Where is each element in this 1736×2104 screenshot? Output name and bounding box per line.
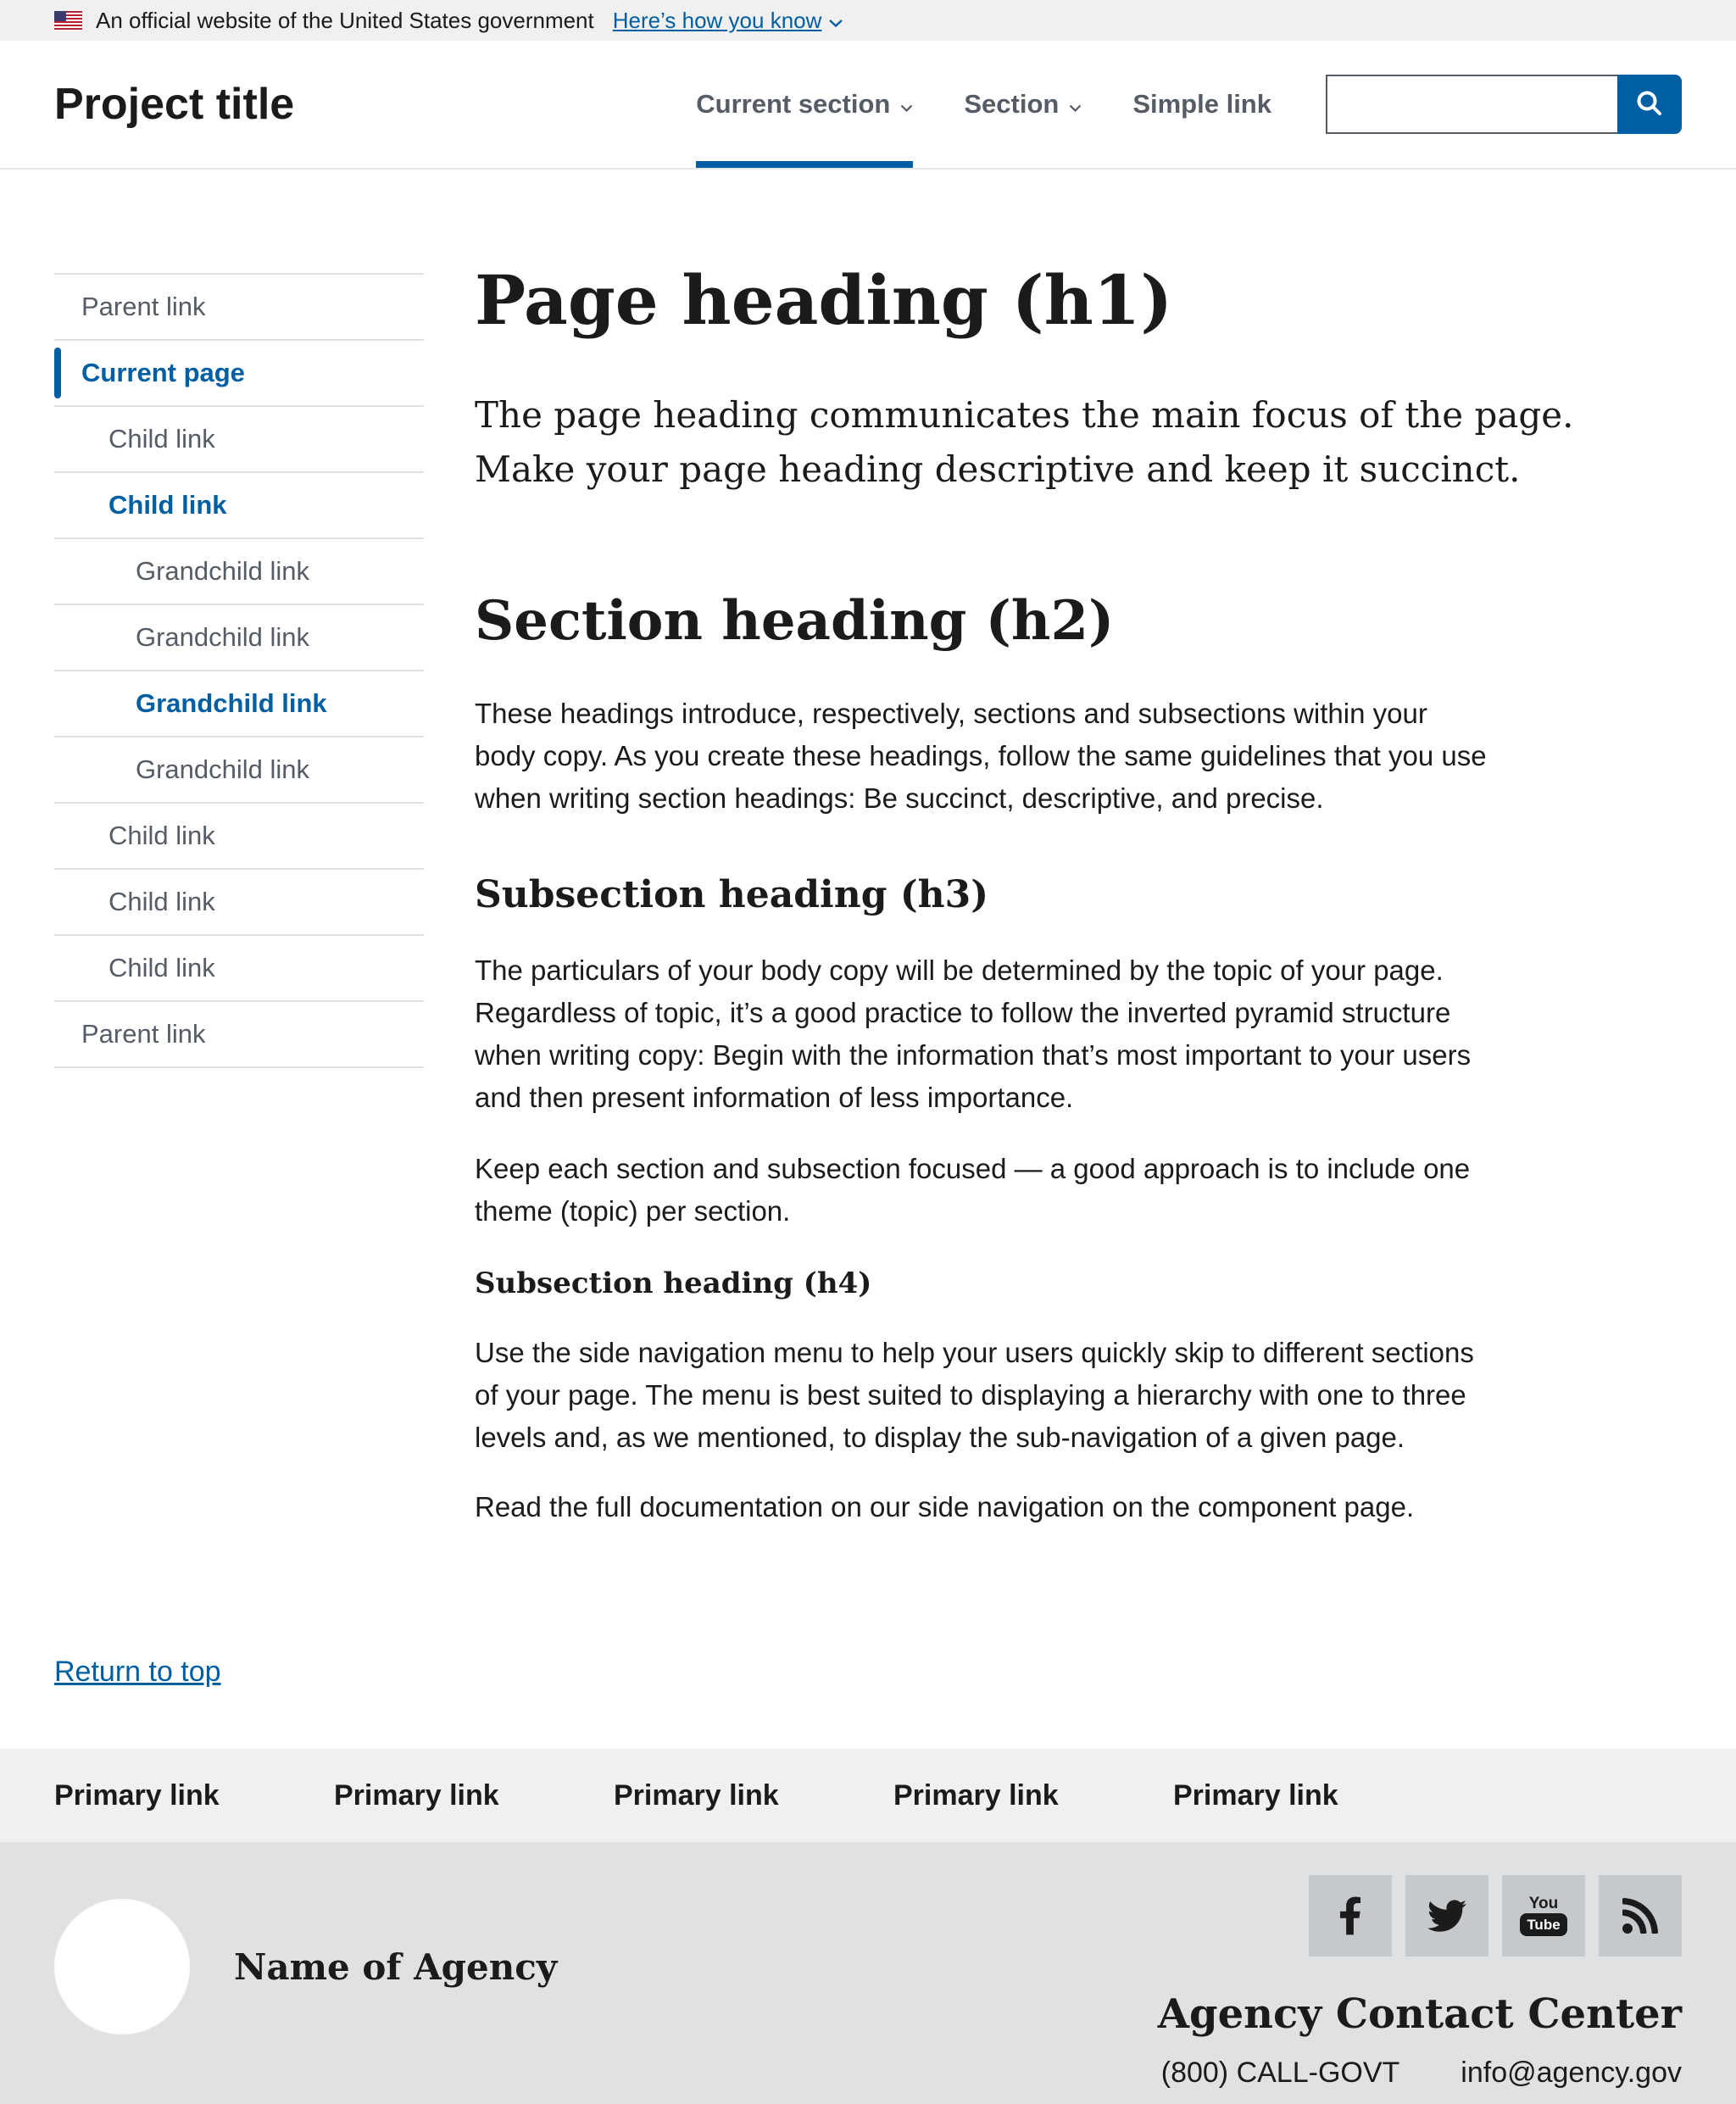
- body-paragraph: These headings introduce, respectively, sections and subsections within your body copy. As you create these headings, follow the same guidelines that you use when writing section headings: Be succinct, descriptive, and precise.: [475, 698, 1487, 814]
- search-button[interactable]: [1617, 75, 1682, 134]
- heres-how-you-know-link[interactable]: [613, 8, 844, 34]
- twitter-icon[interactable]: [1405, 1875, 1488, 1956]
- us-flag-icon: [54, 11, 82, 30]
- youtube-you-text: You: [1528, 1895, 1559, 1912]
- nav-item-current-section[interactable]: [670, 41, 938, 168]
- footer-primary-link[interactable]: Primary link: [893, 1778, 1059, 1812]
- primary-nav: [670, 41, 1297, 168]
- heres-how-you-know-label: Here’s how you know: [612, 7, 822, 33]
- gov-banner-text: An official website of the United States government: [96, 7, 594, 33]
- agency-identity: [54, 1899, 557, 2034]
- youtube-tube-text: Tube: [1520, 1913, 1566, 1936]
- sidenav-item: [54, 339, 424, 405]
- content-area: [0, 170, 1736, 1749]
- nav-item-label: Section: [964, 89, 1060, 119]
- footer-primary-link[interactable]: Primary link: [334, 1778, 499, 1812]
- sidenav-item: [54, 736, 424, 802]
- footer-primary-nav: [0, 1749, 1736, 1842]
- sidenav-child-link[interactable]: Child link: [108, 953, 215, 982]
- contact-row: [1161, 2057, 1682, 2090]
- sidenav-item: [54, 471, 424, 537]
- body-paragraph: Use the side navigation menu to help your users quickly skip to different sections of your page. The menu is best suited to displaying a hierarchy with one to three levels and, as we mentioned, to display the sub-navigation of a given page.: [475, 1337, 1474, 1453]
- search-input[interactable]: [1326, 75, 1617, 134]
- footer-primary-link[interactable]: Primary link: [54, 1778, 220, 1812]
- subsection-heading-h4: Subsection heading (h4): [475, 1266, 872, 1300]
- search-form: [1326, 75, 1682, 134]
- sidenav-item: [54, 1000, 424, 1066]
- chevron-down-icon: [900, 89, 913, 120]
- sidenav-grandchild-link[interactable]: Grandchild link: [136, 754, 310, 784]
- return-to-top-wrap: [0, 1656, 1736, 1689]
- sidenav-child-link[interactable]: Child link: [108, 424, 215, 454]
- footer-primary-link[interactable]: Primary link: [614, 1778, 779, 1812]
- site-title[interactable]: Project title: [54, 80, 295, 129]
- sidenav-item: [54, 604, 424, 670]
- rss-icon[interactable]: [1599, 1875, 1682, 1956]
- sidenav-item: [54, 802, 424, 868]
- sidenav-child-link[interactable]: Child link: [108, 821, 215, 850]
- sidenav-item: [54, 537, 424, 604]
- gov-banner: [0, 0, 1736, 41]
- sidenav-item: [54, 868, 424, 934]
- agency-logo: [54, 1899, 190, 2034]
- body-paragraph: Read the full documentation on our side navigation on the component page.: [475, 1491, 1415, 1522]
- agency-contact-heading: Agency Contact Center: [1157, 1990, 1682, 2038]
- subsection-heading-h3: Subsection heading (h3): [475, 873, 989, 916]
- footer-primary-link[interactable]: Primary link: [1173, 1778, 1338, 1812]
- chevron-down-icon: [1069, 89, 1082, 120]
- body-paragraph: Keep each section and subsection focused — a good approach is to include one theme (topic) per section.: [475, 1153, 1471, 1227]
- return-to-top-link[interactable]: Return to top: [54, 1656, 221, 1688]
- section-heading-h2: Section heading (h2): [475, 589, 1115, 653]
- site-header: [0, 41, 1736, 170]
- nav-item-label: Simple link: [1132, 89, 1271, 119]
- intro-paragraph: The page heading communicates the main focus of the page. Make your page heading descriptive and keep it succinct.: [475, 394, 1574, 490]
- page-grid: [0, 170, 1736, 1528]
- sidenav-item: [54, 273, 424, 339]
- contact-email-link[interactable]: info@agency.gov: [1461, 2057, 1682, 2089]
- facebook-icon[interactable]: [1309, 1875, 1392, 1956]
- nav-item-label: Current section: [696, 89, 891, 119]
- sidenav-item: [54, 405, 424, 471]
- nav-item-simple-link[interactable]: [1107, 41, 1297, 168]
- sidenav-child-link-active[interactable]: Child link: [108, 490, 227, 520]
- chevron-down-icon: [828, 8, 843, 34]
- sidenav-child-link[interactable]: Child link: [108, 887, 215, 916]
- sidenav-item: [54, 670, 424, 736]
- footer-secondary-section: [0, 1842, 1736, 2104]
- body-paragraph: The particulars of your body copy will be determined by the topic of your page. Regardless of topic, it’s a good practice to follow the inverted pyramid structure when writing copy: Begin with the information that’s most important to your users and then present information of less importance.: [475, 955, 1472, 1113]
- sidenav-parent-link[interactable]: Parent link: [81, 1019, 206, 1049]
- header-right: [670, 41, 1682, 168]
- nav-item-section[interactable]: [938, 41, 1107, 168]
- side-navigation: [54, 273, 424, 1068]
- sidenav-grandchild-link[interactable]: Grandchild link: [136, 556, 310, 586]
- sidenav-grandchild-link[interactable]: Grandchild link: [136, 622, 310, 652]
- contact-phone-link[interactable]: (800) CALL-GOVT: [1160, 2057, 1400, 2089]
- footer-contact-block: [1158, 1842, 1682, 2104]
- sidenav-current-page[interactable]: Current page: [54, 341, 424, 405]
- youtube-icon[interactable]: [1502, 1875, 1585, 1956]
- site-footer: [0, 1749, 1736, 2104]
- page-heading-h1: Page heading (h1): [475, 260, 1173, 340]
- agency-name: Name of Agency: [234, 1945, 558, 1988]
- search-icon: [1633, 87, 1666, 122]
- sidenav-item: [54, 934, 424, 1000]
- youtube-logo: [1520, 1895, 1566, 1936]
- main-content: [475, 259, 1682, 1528]
- sidenav-parent-link[interactable]: Parent link: [81, 292, 206, 321]
- social-links: [1309, 1875, 1682, 1956]
- sidenav-grandchild-link-active[interactable]: Grandchild link: [136, 688, 327, 718]
